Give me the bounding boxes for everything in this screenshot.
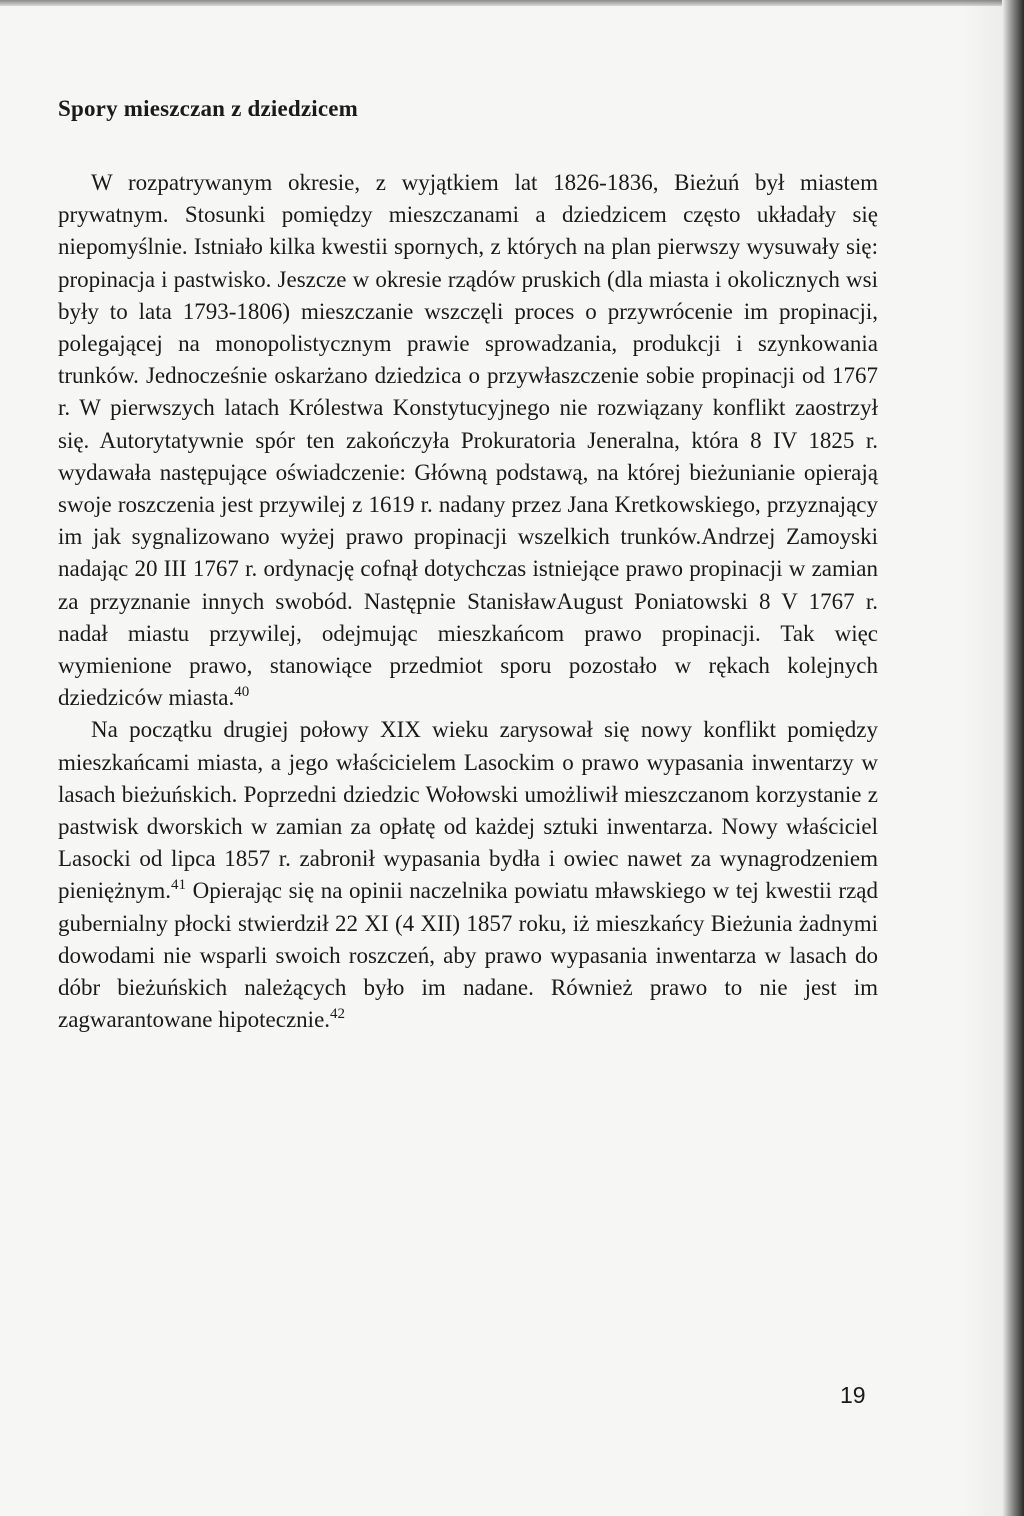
paragraph-2-text-continued: Opierając się na opinii naczelnika powiatu mławskiego w tej kwestii rząd gubernialny płocki stwierdził 22 XI (4 XII) 1857 roku, iż mieszkańcy Bieżunia żadnymi dowodami nie wsparli swoich roszczeń, aby prawo wypasania inwentarza w lasach do dóbr bieżuńskich należących było im nadane. Również prawo to nie jest im zagwarantowane hipotecznie. xyxy=(58,878,878,1033)
paragraph-1-text: W rozpatrywanym okresie, z wyjątkiem lat 1826-1836, Bieżuń był miastem prywatnym. Stosunki pomiędzy mieszczanami a dziedzicem często układały się niepomyślnie. Istniało kilka kwestii spornych, z których na plan pierwszy wysuwały się: propinacja i pastwisko. Jeszcze w okresie rządów pruskich (dla miasta i okolicznych wsi były to lata 1793-1806) mieszczanie wszczęli proces o przywrócenie im propinacji, polegającej na monopolistycznym prawie sprowadzania, produkcji i szynkowania trunków. Jednocześnie oskarżano dziedzica o przywłaszczenie sobie propinacji od 1767 r. W pierwszych latach Królestwa Konstytucyjnego nie rozwiązany konflikt zaostrzył się. Autorytatywnie spór ten zakończyła Prokuratoria Jeneralna, która 8 IV 1825 r. wydawała następujące oświadczenie: Główną podstawą, na której bieżunianie opierają swoje roszczenia jest przywilej z 1619 r. nadany przez Jana Kretkowskiego, przyznający im jak sygnalizowano wyżej prawo propinacji wszelkich trunków.Andrzej Zamoyski nadając 20 III 1767 r. ordynację cofnął dotychczas istniejące prawo propinacji w zamian za przyznanie innych swobód. Następnie StanisławAugust Poniatowski 8 V 1767 r. nadał miastu przywilej, odejmując mieszkańcom prawo propinacji. Tak więc wymienione prawo, stanowiące przedmiot sporu pozostało w rękach kolejnych dziedziców miasta. xyxy=(58,170,878,711)
section-heading: Spory mieszczan z dziedzicem xyxy=(58,96,359,121)
page-number: 19 xyxy=(840,1382,866,1408)
footnote-ref-41: 41 xyxy=(171,877,187,894)
paragraph-1 xyxy=(58,167,878,714)
page-right-edge xyxy=(1002,0,1024,1516)
paragraph-2 xyxy=(58,714,878,1036)
binding-shadow xyxy=(962,0,1002,1516)
footnote-ref-40: 40 xyxy=(234,684,250,701)
paragraph-2-text: Na początku drugiej połowy XIX wieku zarysował się nowy konflikt pomiędzy mieszkańcami miasta, a jego właścicielem Lasockim o prawo wypasania inwentarzy w lasach bieżuńskich. Poprzedni dziedzic Wołowski umożliwił mieszczanom korzystanie z pastwisk dworskich w zamian za opłatę od każdej sztuki inwentarza. Nowy właściciel Lasocki od lipca 1857 r. zabronił wypasania bydła i owiec nawet za wynagrodzeniem pieniężnym. xyxy=(58,717,878,904)
page-top-edge xyxy=(0,0,1024,6)
footnote-ref-42: 42 xyxy=(330,1006,346,1023)
page-content xyxy=(58,94,878,1036)
